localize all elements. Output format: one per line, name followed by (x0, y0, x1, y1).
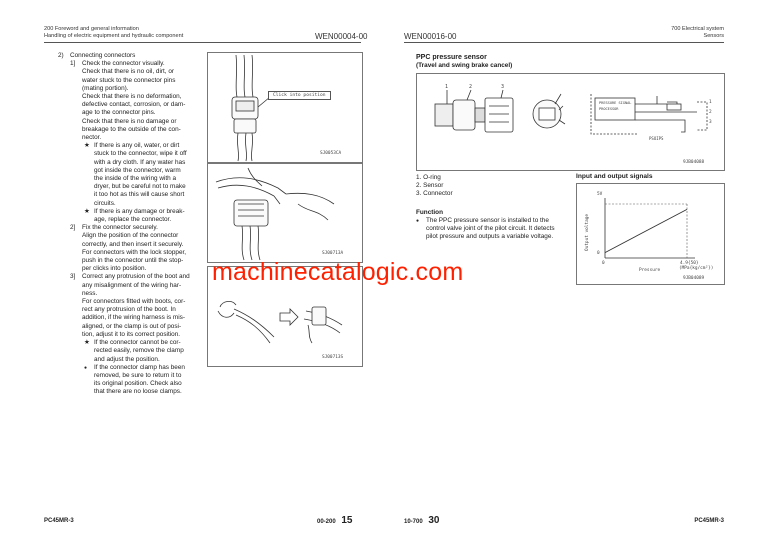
sub2-number: 2] (70, 224, 76, 232)
function-text (416, 217, 566, 242)
fig2-code: SJ00713A (322, 251, 344, 256)
left-section-code: 00-200 (317, 519, 336, 525)
star3-block (58, 339, 208, 364)
sub3-line: ness. (82, 289, 98, 297)
sub1-line: (mating portion). (82, 84, 129, 92)
bullet-block (58, 364, 208, 397)
circuit-label-2: PROCESSOR (599, 107, 619, 111)
sub2-line: push in the connector until the stop- (82, 257, 184, 265)
bullet-line: that there are no loose clamps. (94, 388, 182, 396)
right-header-line2: Sensors (703, 33, 724, 39)
parts-list (416, 174, 453, 199)
left-footer-model: PC45MR-3 (44, 518, 74, 524)
star1-line: dryer, but be careful not to make (94, 183, 186, 191)
y-axis-title: Output voltage (585, 213, 591, 252)
circuit-label-1: PRESSURE SIGNAL (599, 101, 632, 105)
star-icon: ★ (84, 339, 90, 347)
sub1-line: water stuck to the connector pins (82, 76, 176, 84)
sensor-fig-code: 9JB04088 (683, 160, 705, 165)
star1-line: it too hot as this will cause short (94, 191, 185, 199)
sub3-line: aligned, or the clamp is out of posi- (82, 322, 182, 330)
item2-title: Connecting connectors (70, 52, 136, 59)
fig3-code: SJ00713S (322, 355, 344, 360)
star1-line: stuck to the connector, wipe it off (94, 150, 187, 158)
part-item: 3. Connector (416, 190, 453, 198)
y-max-label: 5V (597, 192, 603, 197)
left-header-rule (44, 42, 361, 43)
graph-code: 9JB04089 (683, 276, 705, 281)
sub3-number: 3] (70, 273, 76, 281)
watermark: machinecatalogic.com (212, 258, 464, 286)
star2-line: If there is any damage or break- (94, 207, 185, 215)
right-footer-model: PC45MR-3 (694, 518, 724, 524)
right-page-number: 30 (428, 515, 440, 526)
output-voltage-line (605, 209, 687, 252)
bullet-line: If the connector clamp has been (94, 363, 185, 371)
star1-line: circuits. (94, 199, 116, 207)
left-page-number: 15 (341, 515, 353, 526)
sub3-block (58, 273, 208, 339)
right-section-code: 10-700 (404, 519, 423, 525)
callout-box (268, 91, 331, 100)
sensor-circuit-figure (416, 73, 725, 171)
x-origin-label: 0 (602, 261, 605, 266)
sub1-line: breakage to the outside of the con- (82, 125, 181, 133)
pin-3: 3 (709, 120, 712, 125)
connector-illustration (208, 53, 362, 162)
sub1-line: Check the connector visually. (82, 60, 165, 68)
y-origin-label: 0 (597, 251, 600, 256)
sub2-line: correctly, and then insert it securely. (82, 240, 184, 248)
connector-figure-2 (207, 163, 363, 263)
io-signal-graph (576, 183, 725, 285)
callout-2: 2 (469, 84, 473, 90)
right-header-code: WEN00016-00 (404, 32, 457, 41)
sub2-line: Fix the connector securely. (82, 224, 158, 232)
sub1-line: Check that there is no oil, dirt, or (82, 68, 174, 76)
fig1-code: SJ0053CA (320, 151, 342, 156)
function-line: control valve joint of the pilot circuit. It detects (426, 225, 555, 233)
sensor-illustration (417, 74, 724, 170)
io-title: Input and output signals (576, 173, 653, 180)
sub3-line: rect any protrusion of the boot. In (82, 306, 176, 314)
sub1-line: Check that there is no deformation, (82, 93, 182, 100)
hand-connector-illustration (208, 164, 362, 262)
star2-block (58, 208, 208, 224)
bullet-line: its original position. Check also (94, 380, 182, 388)
right-footer-section (404, 515, 439, 526)
sub3-line: addition, if the wiring harness is mis- (82, 314, 186, 322)
part-item: 2. Sensor (416, 182, 444, 190)
sub3-line: any misalignment of the wiring har- (82, 281, 182, 289)
left-text-column (58, 52, 208, 397)
star1-line: the inside of the wiring with a (94, 175, 177, 183)
bullet-line: removed, be sure to return it to (94, 371, 182, 379)
sub2-block (58, 224, 208, 273)
left-footer-section (317, 515, 352, 526)
right-header-rule (404, 42, 724, 43)
x-max-label: 4.9{50} (680, 261, 699, 266)
sub2-line: Align the position of the connector (82, 232, 179, 240)
part-item: 1. O-ring (416, 174, 441, 181)
fig1-callout: Click into position (273, 93, 326, 98)
left-header-line1: 200 Foreword and general information (44, 26, 139, 32)
sub3-line: tion, adjust it to its correct position. (82, 330, 181, 338)
fig-small-label: PSOIPS (649, 136, 664, 141)
sub3-line: For connectors fitted with boots, cor- (82, 298, 186, 306)
star-icon: ★ (84, 142, 90, 150)
sub3-line: Correct any protrusion of the boot and (82, 273, 190, 281)
callout-3: 3 (501, 84, 505, 90)
star1-line: got inside the connector, warm (94, 166, 181, 174)
function-line: pilot pressure and outputs a variable voltage. (426, 233, 554, 241)
ppc-sensor-subtitle: (Travel and swing brake cancel) (416, 62, 513, 69)
star3-line: and adjust the position. (94, 355, 160, 363)
ppc-sensor-title: PPC pressure sensor (416, 54, 487, 61)
bullet-icon: ● (416, 218, 420, 224)
left-header-line2: Handling of electric equipment and hydraulic component (44, 33, 184, 39)
callout-1: 1 (445, 84, 449, 90)
sub1-line: nector. (82, 134, 102, 142)
star3-line: rected easily, remove the clamp (94, 347, 184, 355)
connector-figure-1 (207, 52, 363, 163)
x-unit-label: (MPa{kg/cm²}) (679, 266, 714, 271)
left-header-code: WEN00004-00 (315, 32, 368, 41)
star1-line: with a dry cloth. If any water has (94, 158, 186, 166)
x-axis-title: Pressure (639, 268, 661, 273)
star2-line: age, replace the connector. (94, 216, 172, 224)
star1-line: If there is any oil, water, or dirt (94, 142, 180, 150)
sub1-line: age to the connector pins. (82, 109, 156, 117)
sub1-line: defective contact, corrosion, or dam- (82, 101, 186, 109)
star-icon: ★ (84, 207, 90, 215)
sub2-line: For connectors with the lock stopper, (82, 248, 187, 256)
sub1-block (58, 60, 208, 142)
right-header-line1: 700 Electrical system (671, 26, 724, 32)
star1-block (58, 142, 208, 208)
pin-1: 1 (709, 100, 712, 105)
sub1-line: Check that there is no damage or (82, 117, 177, 125)
sub1-number: 1] (70, 60, 76, 68)
item2-number: 2) (58, 52, 64, 59)
function-title: Function (416, 209, 443, 216)
star3-line: If the connector cannot be cor- (94, 339, 181, 347)
sub2-line: per clicks into position. (82, 265, 147, 273)
function-line: The PPC pressure sensor is installed to the (426, 217, 549, 224)
pin-2: 2 (709, 110, 712, 115)
bullet-icon: ● (84, 364, 88, 371)
